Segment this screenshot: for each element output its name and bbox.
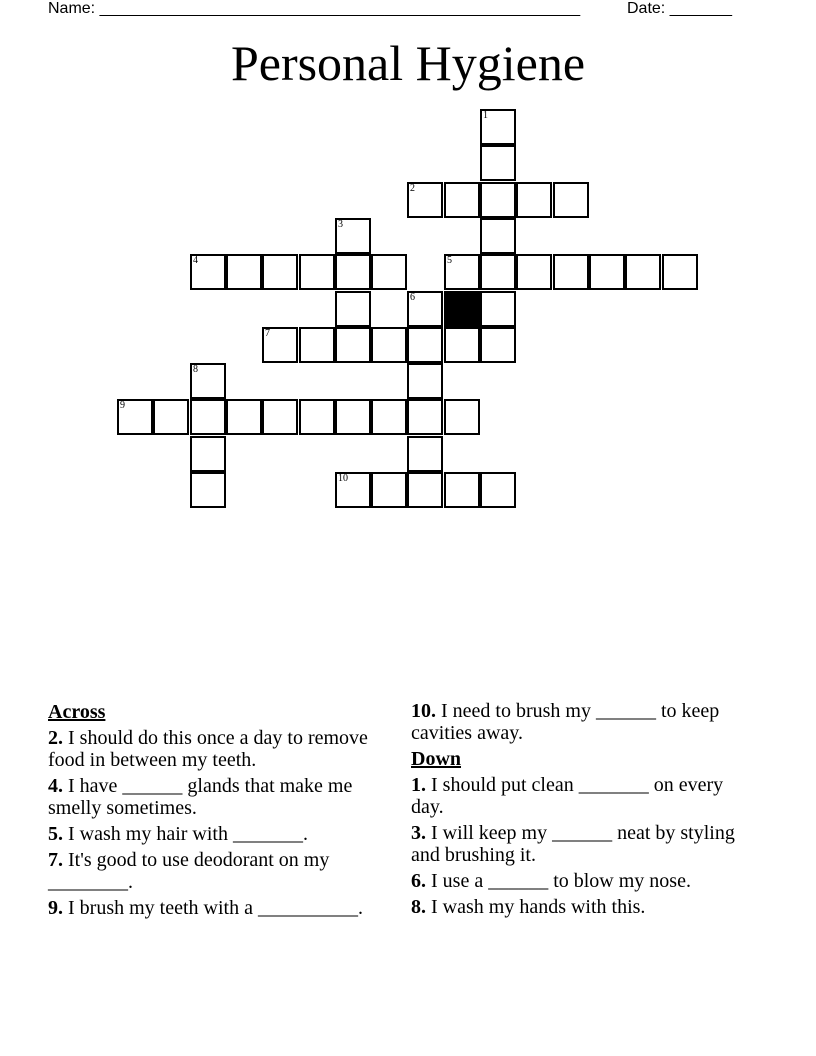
crossword-cell[interactable] — [371, 327, 407, 363]
clue-number: 2. — [48, 727, 63, 749]
clue-number: 8. — [411, 896, 426, 918]
down-clue-8 — [411, 896, 756, 918]
crossword-cell[interactable] — [371, 472, 407, 508]
crossword-cell[interactable] — [407, 363, 443, 399]
clue-number: 6. — [411, 870, 426, 892]
crossword-cell[interactable] — [480, 254, 516, 290]
clue-text: I brush my teeth with a __________. — [68, 897, 363, 919]
crossword-cell-1[interactable] — [480, 109, 516, 145]
crossword-cell[interactable] — [444, 399, 480, 435]
crossword-cell[interactable] — [553, 182, 589, 218]
cell-number: 8 — [193, 364, 198, 375]
crossword-cell[interactable] — [299, 399, 335, 435]
down-clue-1 — [411, 774, 756, 818]
crossword-cell-9[interactable] — [117, 399, 153, 435]
across-heading: Across — [48, 701, 106, 723]
crossword-cell[interactable] — [407, 327, 443, 363]
crossword-cell[interactable] — [335, 399, 371, 435]
crossword-cell[interactable] — [226, 254, 262, 290]
crossword-cell-7[interactable] — [262, 327, 298, 363]
clue-text: I wash my hands with this. — [431, 896, 646, 918]
crossword-cell[interactable] — [444, 327, 480, 363]
crossword-cell[interactable] — [335, 291, 371, 327]
across-clue-10 — [411, 700, 756, 744]
cell-number: 7 — [265, 328, 270, 339]
cell-number: 6 — [410, 292, 415, 303]
clue-number: 9. — [48, 897, 63, 919]
clue-text: I need to brush my ______ to keep cavities away. — [411, 700, 720, 744]
crossword-cell[interactable] — [662, 254, 698, 290]
crossword-cell[interactable] — [444, 182, 480, 218]
crossword-cell[interactable] — [480, 145, 516, 181]
clue-number: 3. — [411, 822, 426, 844]
cell-number: 4 — [193, 255, 198, 266]
cell-number: 1 — [483, 110, 488, 121]
crossword-cell[interactable] — [335, 327, 371, 363]
clue-number: 4. — [48, 775, 63, 797]
crossword-cell[interactable] — [262, 399, 298, 435]
crossword-cell[interactable] — [516, 254, 552, 290]
crossword-cell[interactable] — [407, 472, 443, 508]
crossword-cell[interactable] — [516, 182, 552, 218]
crossword-cell-4[interactable] — [190, 254, 226, 290]
crossword-cell-10[interactable] — [335, 472, 371, 508]
across-clue-7 — [48, 849, 398, 893]
cell-number: 2 — [410, 183, 415, 194]
clue-text: I wash my hair with _______. — [68, 823, 308, 845]
blocked-cell — [444, 291, 480, 327]
crossword-cell[interactable] — [480, 472, 516, 508]
crossword-cell[interactable] — [335, 254, 371, 290]
clue-text: I use a ______ to blow my nose. — [431, 870, 691, 892]
clue-number: 7. — [48, 849, 63, 871]
clue-text: I have ______ glands that make me smelly sometimes. — [48, 775, 353, 819]
crossword-cell-6[interactable] — [407, 291, 443, 327]
clue-number: 1. — [411, 774, 426, 796]
crossword-cell[interactable] — [407, 399, 443, 435]
cell-number: 10 — [338, 473, 348, 484]
crossword-cell[interactable] — [625, 254, 661, 290]
page-title: Personal Hygiene — [230, 35, 586, 91]
crossword-cell[interactable] — [444, 472, 480, 508]
across-clue-9 — [48, 897, 398, 919]
clue-number: 10. — [411, 700, 436, 722]
crossword-cell[interactable] — [190, 436, 226, 472]
crossword-cell[interactable] — [371, 254, 407, 290]
name-field-label: Name: ______________________________________________________ — [48, 0, 581, 17]
clues-column-right — [411, 700, 756, 922]
crossword-cell[interactable] — [553, 254, 589, 290]
cell-number: 9 — [120, 400, 125, 411]
crossword-cell[interactable] — [480, 182, 516, 218]
across-clue-4 — [48, 775, 398, 819]
clue-text: I should put clean _______ on every day. — [411, 774, 724, 818]
date-field-label: Date: _______ — [627, 0, 732, 17]
crossword-cell[interactable] — [480, 218, 516, 254]
clue-text: I should do this once a day to remove food in between my teeth. — [48, 727, 368, 771]
crossword-cell-2[interactable] — [407, 182, 443, 218]
clue-text: It's good to use deodorant on my ________. — [48, 849, 330, 893]
crossword-cell[interactable] — [589, 254, 625, 290]
crossword-cell[interactable] — [262, 254, 298, 290]
crossword-cell[interactable] — [153, 399, 189, 435]
crossword-cell[interactable] — [480, 291, 516, 327]
crossword-cell-5[interactable] — [444, 254, 480, 290]
across-clue-5 — [48, 823, 398, 845]
cell-number: 5 — [447, 255, 452, 266]
clue-number: 5. — [48, 823, 63, 845]
crossword-cell[interactable] — [190, 472, 226, 508]
crossword-cell[interactable] — [371, 399, 407, 435]
crossword-cell-8[interactable] — [190, 363, 226, 399]
crossword-cell[interactable] — [299, 254, 335, 290]
crossword-cell-3[interactable] — [335, 218, 371, 254]
cell-number: 3 — [338, 219, 343, 230]
clues-column-left — [48, 700, 398, 923]
crossword-cell[interactable] — [480, 327, 516, 363]
down-heading: Down — [411, 748, 462, 770]
crossword-cell[interactable] — [226, 399, 262, 435]
across-clue-2 — [48, 727, 398, 771]
clue-text: I will keep my ______ neat by styling and brushing it. — [411, 822, 735, 866]
crossword-cell[interactable] — [190, 399, 226, 435]
down-clue-3 — [411, 822, 756, 866]
crossword-cell[interactable] — [299, 327, 335, 363]
down-clue-6 — [411, 870, 756, 892]
crossword-cell[interactable] — [407, 436, 443, 472]
